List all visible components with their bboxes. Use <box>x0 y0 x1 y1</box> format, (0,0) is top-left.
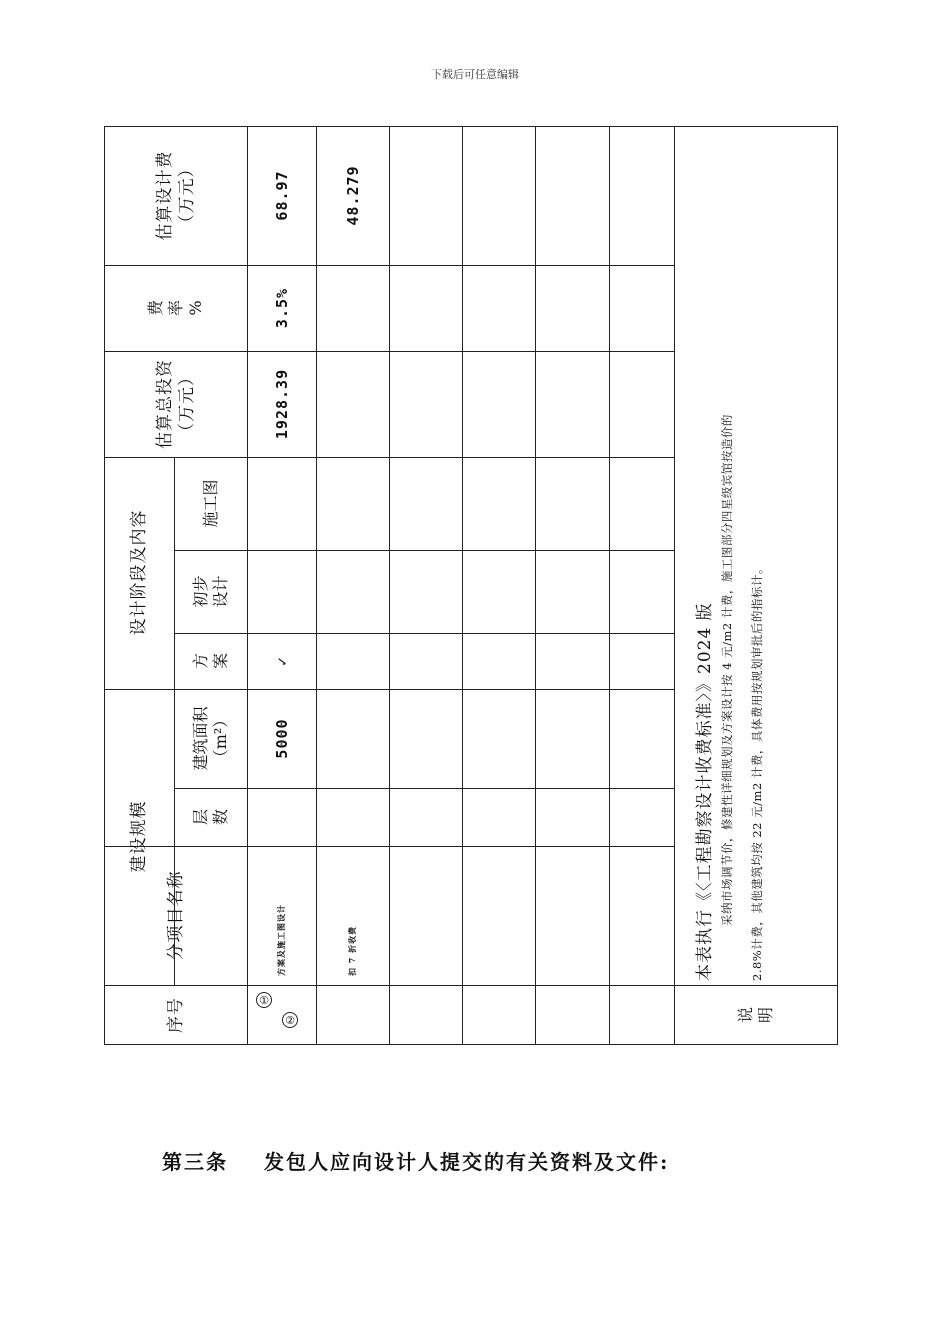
row2-design-fee: 48.279 <box>343 165 362 226</box>
note-line-3: 2.8%计费，其他建筑均按 22 元/m2 计费，具体费用按规划审批后的指标计。 <box>750 562 764 981</box>
row-separator <box>389 126 390 1045</box>
row-separator <box>535 126 536 1045</box>
row1-area: 5000 <box>272 718 291 759</box>
header-item-name: 分项目名称 <box>165 870 186 961</box>
header-floors: 层 数 <box>190 809 230 826</box>
note-label: 说 明 <box>736 1007 775 1024</box>
page-header: 下载后可任意编辑 <box>431 68 519 81</box>
header-rate: 费 率 % <box>145 300 205 317</box>
table-border-right <box>837 126 838 1045</box>
row1-seq-a: ① <box>256 992 272 1008</box>
note-line-1: 本表执行《〈工程勘察设计收费标准〉》2024 版 <box>694 602 715 981</box>
header-scheme: 方 案 <box>190 653 230 670</box>
row1-total-investment: 1928.39 <box>272 368 291 440</box>
header-area: 建筑面积 （m²） <box>190 706 230 771</box>
column-separator <box>174 550 674 551</box>
header-construction: 施工图 <box>200 479 220 528</box>
header-total-investment: 估算总投资 （万元） <box>154 359 197 449</box>
row1-rate: 3.5% <box>272 287 291 329</box>
column-separator <box>174 788 674 789</box>
fee-table <box>104 126 838 1045</box>
row-separator <box>609 126 610 1045</box>
row1-design-fee: 68.97 <box>272 170 291 221</box>
article-number: 第三条 <box>162 1150 228 1174</box>
article-heading <box>162 1146 669 1175</box>
row1-seq-b: ② <box>282 1012 298 1028</box>
header-preliminary: 初步 设计 <box>190 575 230 608</box>
header-scale: 建设规模 <box>129 800 149 873</box>
header-design-fee: 估算设计费 （万元） <box>154 150 197 241</box>
row-separator <box>674 126 675 1045</box>
row1-scheme-mark: ✓ <box>272 655 291 667</box>
row1-name: 方案及施工图设计 <box>276 904 286 976</box>
header-seq: 序号 <box>165 997 186 1033</box>
article-text: 发包人应向设计人提交的有关资料及文件: <box>264 1150 670 1174</box>
header-design-stage: 设计阶段及内容 <box>129 509 149 636</box>
row2-name: 扣 7 折收费 <box>347 925 357 976</box>
note-line-2: 采纳市场调节价，修建性详细规划及方案设计按 4 元/m2 计费，施工图部分四星级宾馆按造价的 <box>720 414 734 926</box>
row-separator <box>462 126 463 1045</box>
